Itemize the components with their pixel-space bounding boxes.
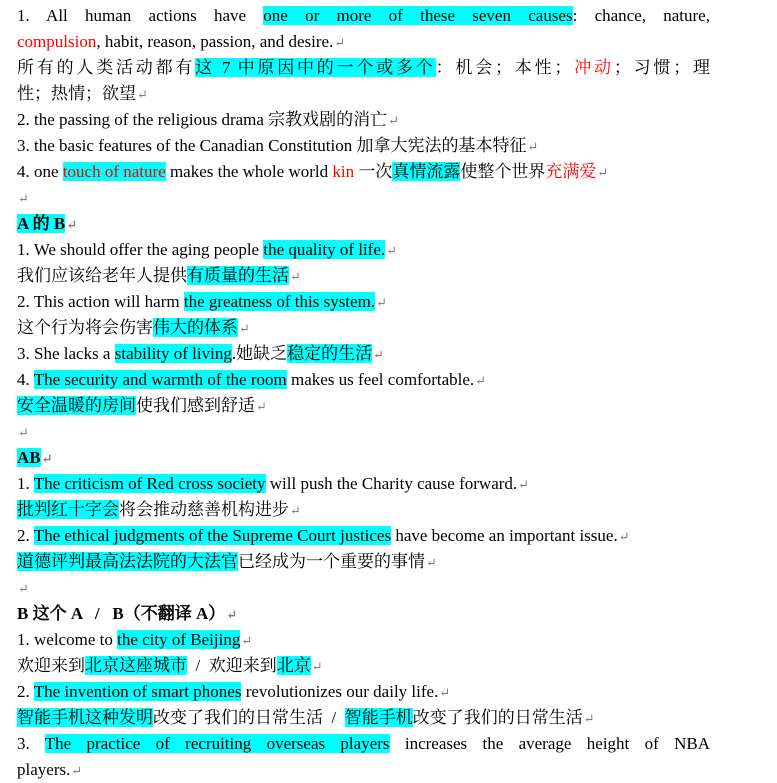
text: 所有的人类活动都有 <box>17 58 196 77</box>
sentence-1 <box>17 238 710 262</box>
paragraph-mark-icon: ↵ <box>290 269 301 284</box>
text: 1. All human actions have <box>17 6 264 25</box>
highlight: one or more of these seven causes <box>263 6 573 25</box>
highlight: the greatness of this system. <box>183 292 376 311</box>
sentence-2 <box>17 290 710 314</box>
paragraph-mark-icon: ↵ <box>475 373 487 388</box>
red-word: 充满爱 <box>545 162 597 181</box>
highlight: 道德评判最高法法院的大法官 <box>17 552 238 571</box>
text: 使我们感到舒适 <box>136 396 255 415</box>
text: ：机会；本性； <box>435 58 572 77</box>
sentence-3 <box>17 342 710 366</box>
sentence-1 <box>17 472 710 496</box>
highlight: The ethical judgments of the Supreme Court justices <box>33 526 392 545</box>
red-word: kin <box>332 162 355 181</box>
heading-ab <box>17 446 710 470</box>
text: 2. <box>17 682 34 701</box>
highlight: The practice of recruiting overseas players <box>44 734 390 753</box>
text: 1. <box>17 474 34 493</box>
text: 3. She lacks a <box>17 344 115 363</box>
text: increases the average height of NBA <box>389 734 710 753</box>
text: 已经成为一个重要的事情 <box>238 552 425 571</box>
sentence-4 <box>17 368 710 392</box>
sentence-2 <box>17 680 710 704</box>
sentence-1-translation <box>17 654 710 678</box>
heading-a-of-b <box>17 212 710 236</box>
highlight: 智能手机 <box>344 708 413 727</box>
red-word: compulsion <box>17 32 97 51</box>
highlight: 伟大的体系 <box>153 318 238 337</box>
sentence-2-translation <box>17 550 710 574</box>
paragraph-mark-icon: ↵ <box>241 633 253 648</box>
sentence-4-translation <box>17 394 710 418</box>
paragraph-mark-icon: ↵ <box>256 399 267 414</box>
text: 改变了我们的日常生活 / <box>153 708 345 727</box>
sentence-2-translation <box>17 706 710 730</box>
paragraph-mark-icon: ↵ <box>618 529 630 544</box>
example-1-line-2 <box>17 30 710 54</box>
text: revolutionizes our daily life. <box>241 682 439 701</box>
example-4 <box>17 160 710 184</box>
text: ；习惯；理 <box>613 58 711 77</box>
highlight: 北京 <box>276 656 311 675</box>
text: , habit, reason, passion, and desire. <box>96 32 334 51</box>
highlight: stability of living <box>114 344 232 363</box>
text: 1. welcome to <box>17 630 118 649</box>
paragraph-mark-icon: ↵ <box>373 347 384 362</box>
paragraph-mark-icon: ↵ <box>18 425 29 440</box>
text: 2. the passing of the religious drama 宗教戏剧的消亡 <box>17 110 388 129</box>
text: makes the whole world <box>165 162 333 181</box>
text: 3. the basic features of the Canadian Constitution 加拿大宪法的基本特征 <box>17 136 527 155</box>
paragraph-mark-icon: ↵ <box>66 217 78 232</box>
paragraph-mark-icon: ↵ <box>18 581 29 596</box>
sentence-1 <box>17 628 710 652</box>
example-1-translation-1 <box>17 56 710 80</box>
text: players. <box>17 760 71 779</box>
highlight: The criticism of Red cross society <box>33 474 266 493</box>
highlight: 真情流露 <box>392 162 461 181</box>
text: 2. <box>17 526 34 545</box>
text: 这个行为将会伤害 <box>17 318 153 337</box>
highlight: 北京这座城市 <box>85 656 187 675</box>
paragraph-mark-icon: ↵ <box>597 165 609 180</box>
text: 4. <box>17 370 34 389</box>
paragraph-mark-icon: ↵ <box>290 503 301 518</box>
paragraph-mark-icon: ↵ <box>71 763 83 778</box>
highlight: 批判红十字会 <box>17 500 119 519</box>
text: 我们应该给老年人提供 <box>17 266 187 285</box>
text: / 欢迎来到 <box>187 656 277 675</box>
text: will push the Charity cause forward. <box>265 474 518 493</box>
sentence-1-translation <box>17 264 710 288</box>
sentence-3 <box>17 732 710 756</box>
paragraph-mark-icon: ↵ <box>583 711 595 726</box>
paragraph-mark-icon: ↵ <box>239 321 250 336</box>
text: makes us feel comfortable. <box>286 370 475 389</box>
paragraph-mark-icon: ↵ <box>426 555 437 570</box>
empty-line <box>17 420 710 444</box>
text: 将会推动慈善机构进步 <box>119 500 289 519</box>
example-1-line-1 <box>17 4 710 28</box>
paragraph-mark-icon: ↵ <box>388 113 400 128</box>
heading-text: B 这个 A / B（不翻译 A） <box>17 604 226 623</box>
text: 使整个世界 <box>460 162 546 181</box>
example-1-translation-2 <box>17 82 710 106</box>
sentence-1-translation <box>17 498 710 522</box>
text: 1. We should offer the aging people <box>17 240 264 259</box>
paragraph-mark-icon: ↵ <box>226 607 238 622</box>
heading-b-this-a <box>17 602 710 626</box>
highlight: 有质量的生活 <box>187 266 289 285</box>
sentence-2 <box>17 524 710 548</box>
text: 一次 <box>354 162 393 181</box>
empty-line <box>17 186 710 210</box>
highlight: touch of nature <box>62 162 166 181</box>
example-2 <box>17 108 710 132</box>
highlight: The invention of smart phones <box>33 682 242 701</box>
highlight: 安全温暖的房间 <box>17 396 136 415</box>
paragraph-mark-icon: ↵ <box>527 139 539 154</box>
text: 性；热情；欲望 <box>17 84 136 103</box>
heading-text: A 的 B <box>17 214 66 233</box>
highlight: 智能手机这种发明 <box>17 708 153 727</box>
paragraph-mark-icon: ↵ <box>518 477 530 492</box>
sentence-2-translation <box>17 316 710 340</box>
text: .她缺乏 <box>231 344 288 363</box>
paragraph-mark-icon: ↵ <box>137 87 148 102</box>
text: 欢迎来到 <box>17 656 85 675</box>
paragraph-mark-icon: ↵ <box>439 685 451 700</box>
sentence-3-line-2 <box>17 758 710 782</box>
highlight: 这 7 中原因中的一个或多个 <box>195 58 436 77</box>
text: 3. <box>17 734 45 753</box>
paragraph-mark-icon: ↵ <box>376 295 387 310</box>
text: 4. one <box>17 162 63 181</box>
text: have become an important issue. <box>391 526 618 545</box>
paragraph-mark-icon: ↵ <box>311 659 323 674</box>
text: : chance, nature, <box>572 6 710 25</box>
highlight: The security and warmth of the room <box>33 370 287 389</box>
heading-text: AB <box>17 448 41 467</box>
text: 2. This action will harm <box>17 292 184 311</box>
highlight: 稳定的生活 <box>287 344 373 363</box>
text: 改变了我们的日常生活 <box>412 708 583 727</box>
red-word: 冲动 <box>571 58 614 77</box>
paragraph-mark-icon: ↵ <box>334 35 346 50</box>
example-3 <box>17 134 710 158</box>
empty-line <box>17 576 710 600</box>
paragraph-mark-icon: ↵ <box>41 451 53 466</box>
paragraph-mark-icon: ↵ <box>386 243 398 258</box>
highlight: the quality of life. <box>263 240 386 259</box>
paragraph-mark-icon: ↵ <box>18 191 29 206</box>
highlight: the city of Beijing <box>117 630 241 649</box>
